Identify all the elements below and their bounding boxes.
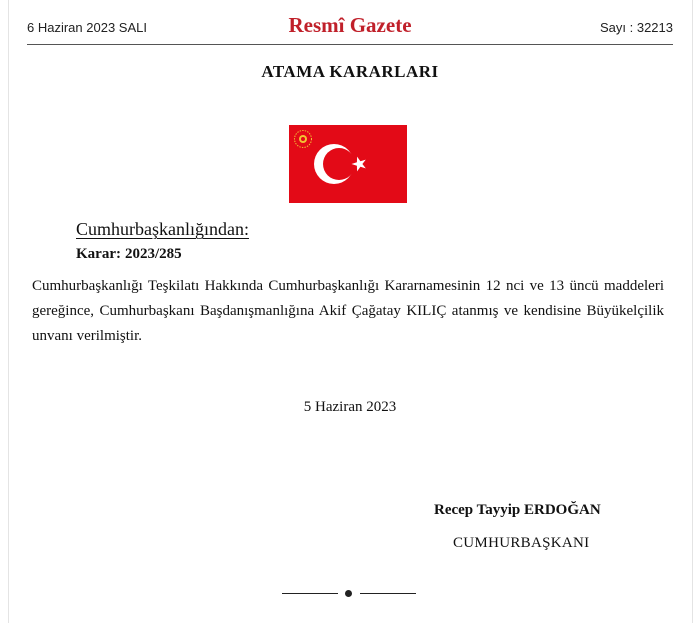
decree-number-value: 2023/285 [124,246,182,262]
header-date: 6 Haziran 2023 SALI [27,20,147,35]
issue-number: Sayı : 32213 [600,20,673,35]
end-divider-dot [345,590,352,597]
end-divider-left-line [282,593,338,594]
signer-name: Recep Tayyip ERDOĞAN [434,502,601,518]
signer-title: CUMHURBAŞKANI [453,535,590,551]
decree-body: Cumhurbaşkanlığı Teşkilatı Hakkında Cumhurbaşkanlığı Kararnamesinin 12 nci ve 13 üncü maddeleri gereğince, Cumhurbaşkanı Başdanışmanlığına Akif Çağatay KILIÇ atanmış ve kendisine Büyükelçilik unvanı verilmiştir. [32,278,664,344]
issuer-heading: Cumhurbaşkanlığından: [76,219,249,239]
end-divider-right-line [360,593,416,594]
gazette-title: Resmî Gazete [288,13,412,37]
section-title: ATAMA KARARLARI [261,62,439,81]
decree-number-label: Karar: [76,246,121,262]
decree-date: 5 Haziran 2023 [303,399,397,415]
gazette-header [27,10,673,45]
end-divider-icon [282,586,416,600]
decree-number [76,246,182,263]
turkish-flag-icon [289,125,407,203]
